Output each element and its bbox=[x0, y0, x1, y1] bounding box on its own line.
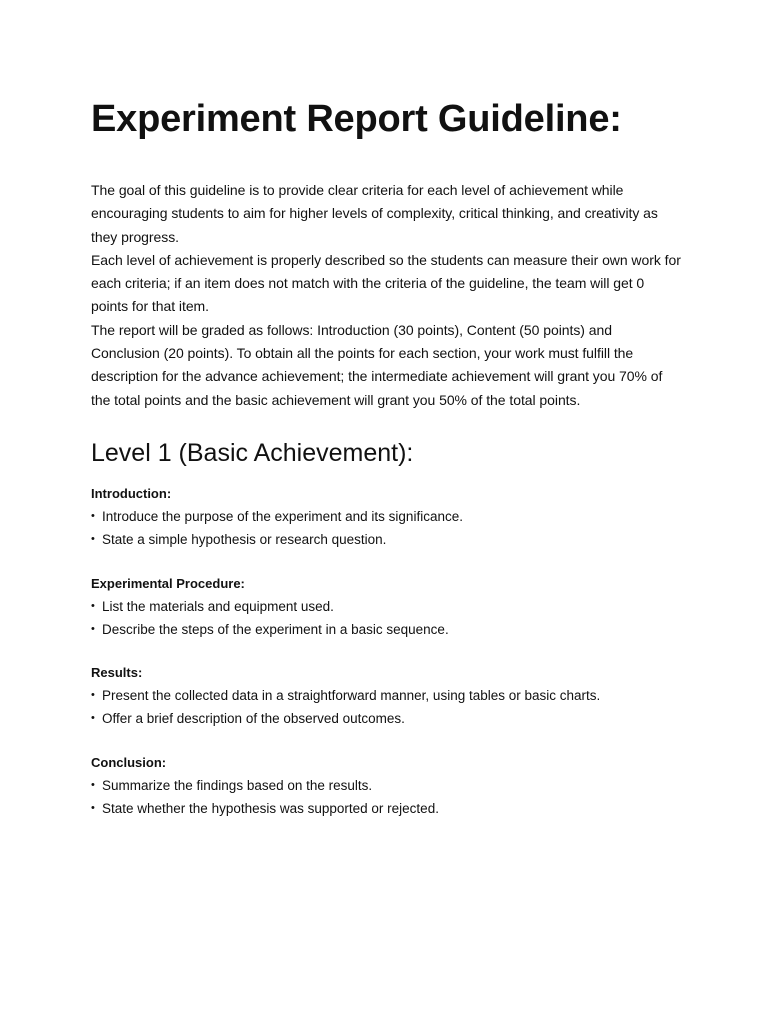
section-title: Introduction: bbox=[91, 485, 172, 501]
section-introduction bbox=[91, 482, 681, 552]
document-title: Experiment Report Guideline: bbox=[91, 98, 622, 140]
section-title: Conclusion: bbox=[91, 754, 167, 770]
list-item bbox=[91, 684, 681, 707]
list-item bbox=[91, 595, 681, 618]
bullet-list bbox=[91, 774, 681, 821]
bullet-icon: • bbox=[91, 533, 95, 546]
list-item-text: Present the collected data in a straightforward manner, using tables or basic charts. bbox=[102, 688, 601, 704]
list-item-text: Summarize the findings based on the results. bbox=[102, 777, 373, 793]
bullet-icon: • bbox=[91, 802, 95, 815]
section-title: Experimental Procedure: bbox=[91, 575, 245, 591]
intro-paragraph: Each level of achievement is properly described so the students can measure their own work for each criteria; if an item does not match with the criteria of the guideline, the team will get 0 points for that item. bbox=[91, 251, 681, 315]
list-item-text: State a simple hypothesis or research question. bbox=[102, 532, 387, 548]
bullet-icon: • bbox=[91, 599, 95, 612]
bullet-icon: • bbox=[91, 778, 95, 791]
section-conclusion bbox=[91, 751, 681, 821]
intro-paragraph: The goal of this guideline is to provide clear criteria for each level of achievement while encouraging students to aim for higher levels of complexity, critical thinking, and creativity as they progress. bbox=[91, 182, 658, 245]
list-item bbox=[91, 505, 681, 528]
bullet-list bbox=[91, 595, 681, 642]
intro-text bbox=[91, 179, 681, 412]
bullet-icon: • bbox=[91, 712, 95, 725]
list-item-text: Introduce the purpose of the experiment and its significance. bbox=[102, 508, 463, 524]
list-item bbox=[91, 774, 681, 797]
list-item bbox=[91, 797, 681, 820]
list-item-text: Describe the steps of the experiment in a basic sequence. bbox=[102, 621, 449, 637]
list-item bbox=[91, 707, 681, 730]
bullet-icon: • bbox=[91, 622, 95, 635]
intro-paragraph: The report will be graded as follows: Introduction (30 points), Content (50 points) and Conclusion (20 points). To obtain all the points for each section, your work must fulfill the description for the advance achievement; the intermediate achievement will grant you 70% of the total points and the basic achievement will grant you 50% of the total points. bbox=[91, 321, 663, 408]
section-results bbox=[91, 661, 681, 731]
list-item bbox=[91, 528, 681, 551]
list-item-text: List the materials and equipment used. bbox=[102, 598, 334, 614]
list-item-text: State whether the hypothesis was supported or rejected. bbox=[102, 801, 439, 817]
document-page bbox=[91, 96, 681, 820]
section-experimental-procedure bbox=[91, 572, 681, 642]
section-title: Results: bbox=[91, 665, 143, 681]
bullet-icon: • bbox=[91, 689, 95, 702]
bullet-icon: • bbox=[91, 509, 95, 522]
bullet-list bbox=[91, 684, 681, 731]
list-item-text: Offer a brief description of the observed outcomes. bbox=[102, 711, 405, 727]
bullet-list bbox=[91, 505, 681, 552]
level-heading: Level 1 (Basic Achievement): bbox=[91, 438, 414, 467]
list-item bbox=[91, 618, 681, 641]
